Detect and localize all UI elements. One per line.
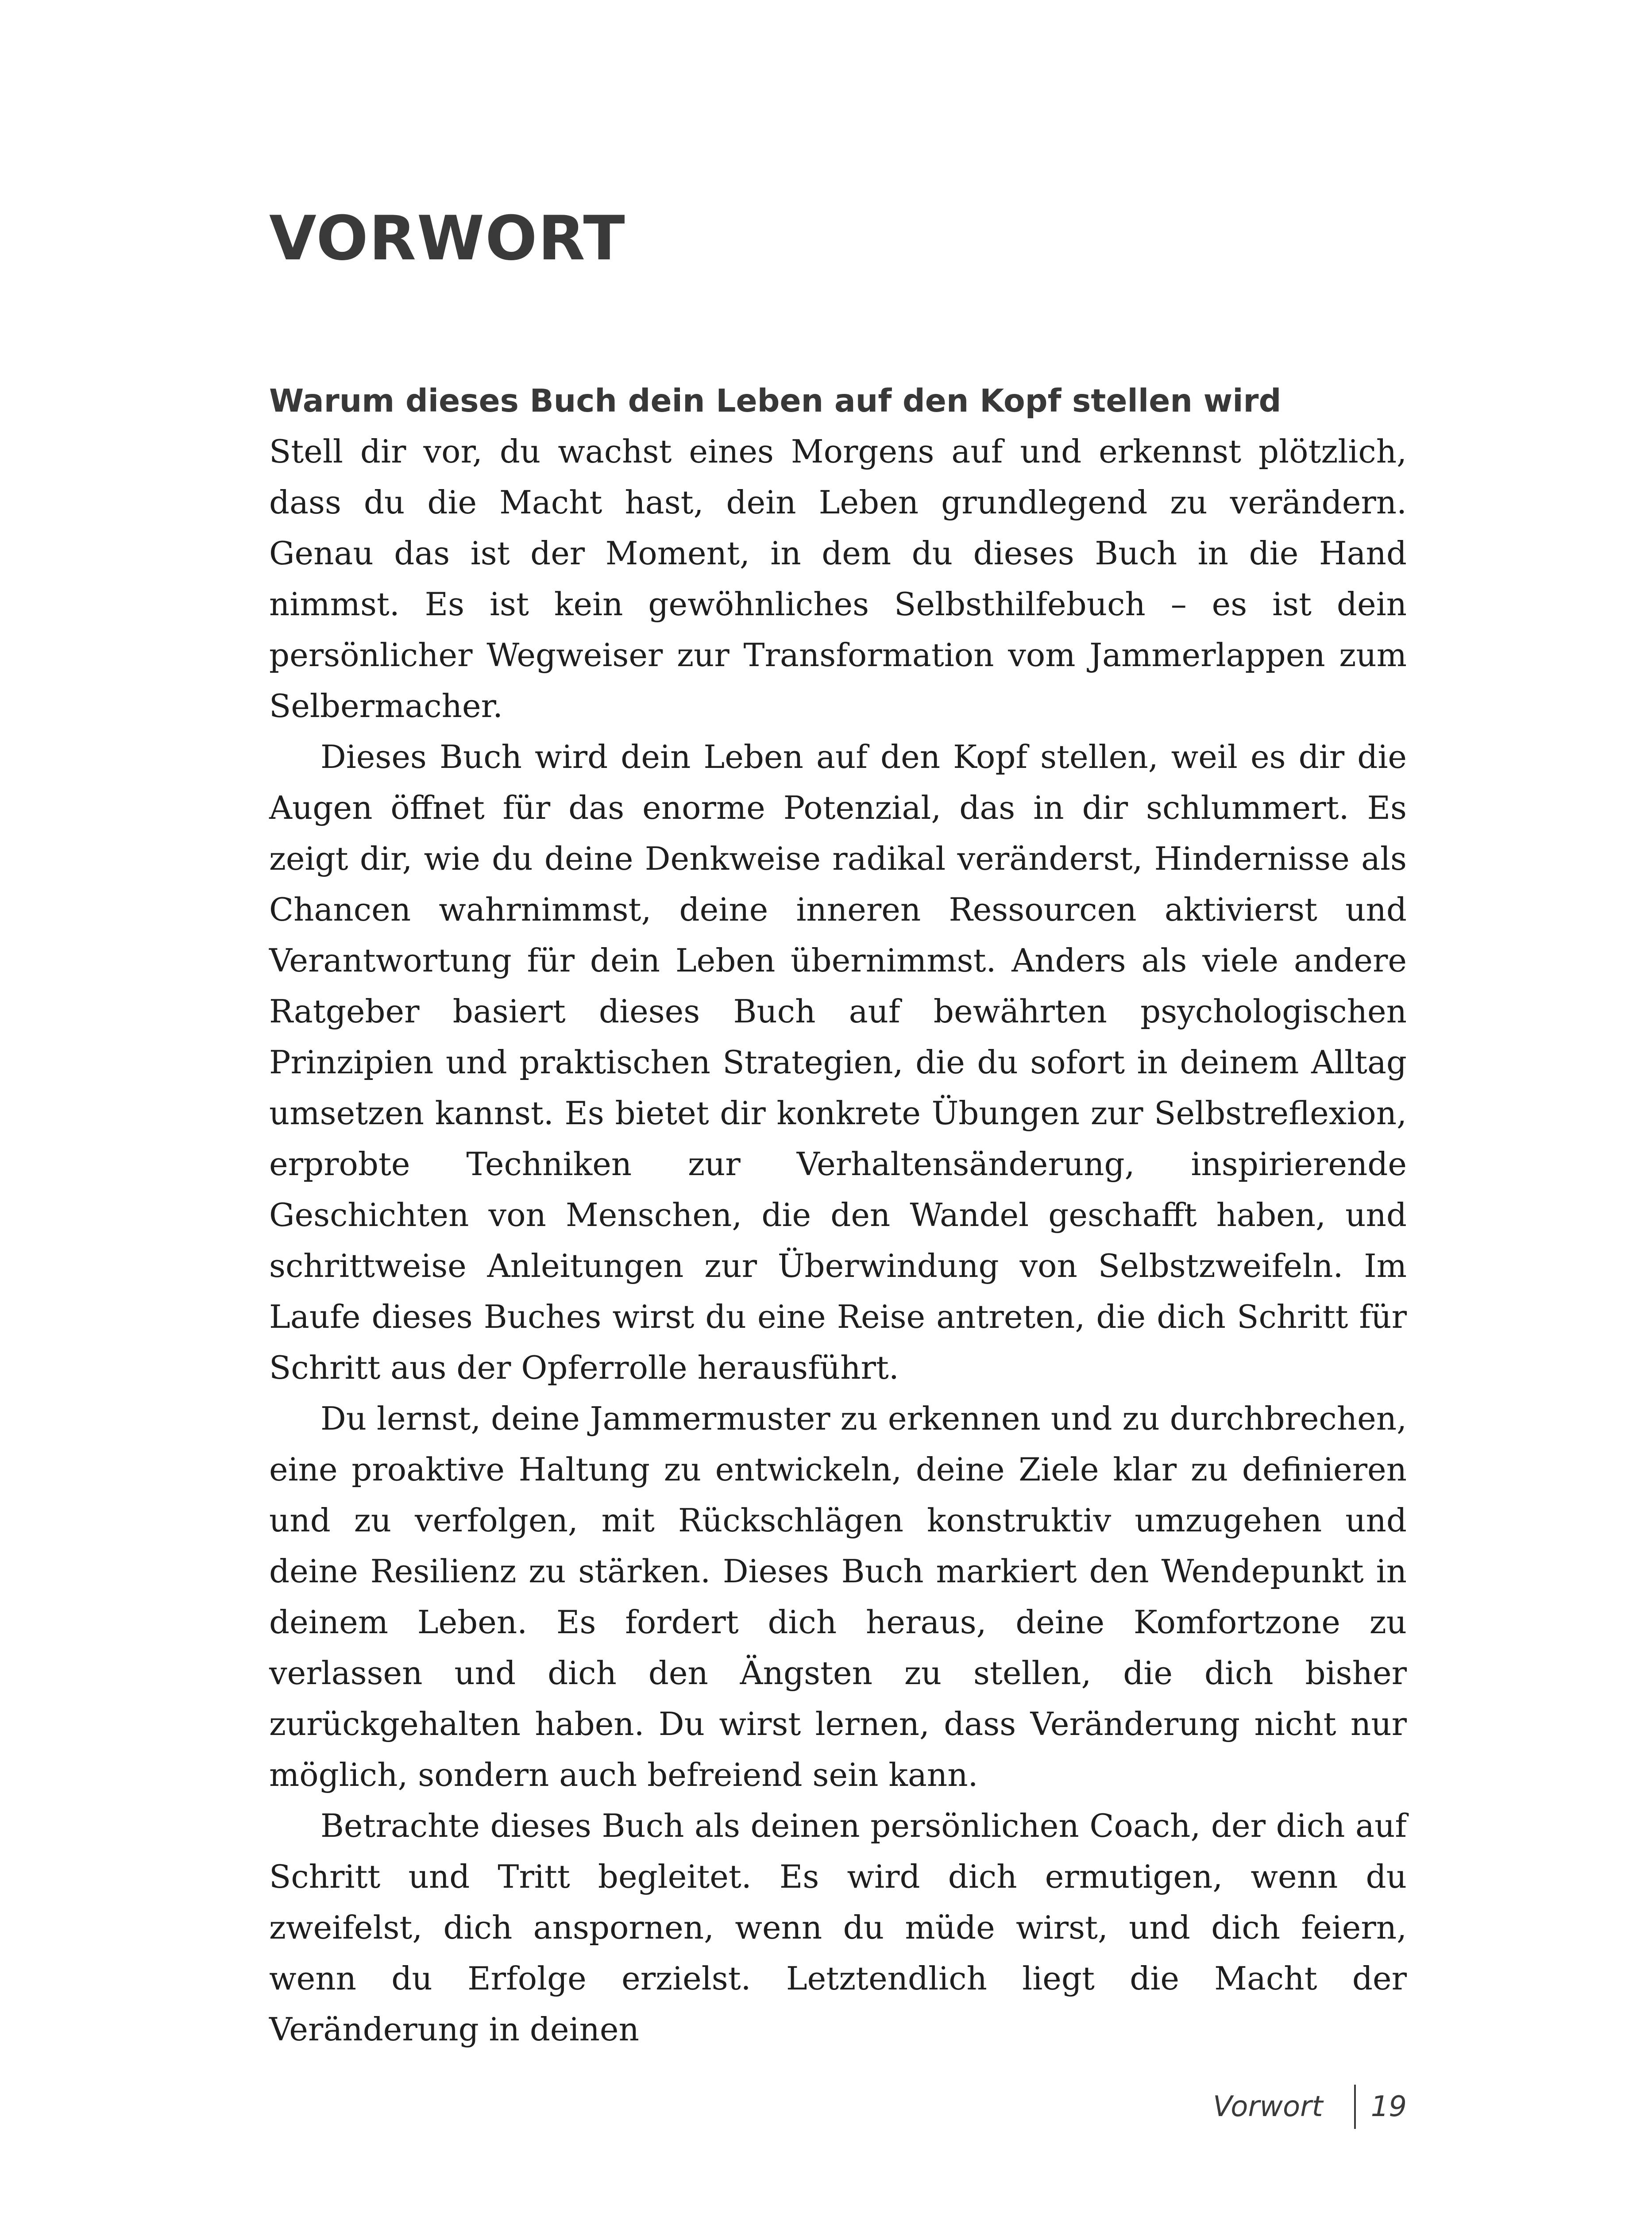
chapter-title: VORWORT [269,203,626,274]
page-number: 19 [1370,2090,1407,2123]
page-footer [1213,2085,1407,2129]
paragraph: Stell dir vor, du wachst eines Morgens auf und erkennst plötzlich, dass du die Macht hast, dein Leben grundlegend zu verändern. Genau das ist der Moment, in dem du dieses Buch in die Hand nimmst. Es ist kein gewöhnliches Selbsthilfebuch – es ist dein persönlicher Wegweiser zur Transformation vom Jammerlappen zum Selbermacher. [269,433,1407,725]
paragraph: Dieses Buch wird dein Leben auf den Kopf stellen, weil es dir die Augen öffnet für das enorme Potenzial, das in dir schlummert. Es zeigt dir, wie du deine Denkweise radikal veränderst, Hindernisse als Chancen wahrnimmst, deine inneren Ressourcen aktivierst und Verantwortung für dein Leben übernimmst. Anders als viele andere Ratgeber basiert dieses Buch auf bewährten psychologischen Prinzipien und praktischen Strategien, die du sofort in deinem Alltag umsetzen kannst. Es bietet dir konkrete Übungen zur Selbstreflexion, erprobte Techniken zur Verhaltensänderung, inspirierende Geschichten von Menschen, die den Wandel geschafft haben, und schrittweise Anleitungen zur Überwindung von Selbstzweifeln. Im Laufe dieses Buches wirst du eine Reise antreten, die dich Schritt für Schritt aus der Opferrolle herausführt. [269,738,1407,1386]
section-heading: Warum dieses Buch dein Leben auf den Kopf stellen wird [269,382,1281,419]
paragraph: Du lernst, deine Jammermuster zu erkennen und zu durchbrechen, eine proaktive Haltung zu entwickeln, deine Ziele klar zu definieren und zu verfolgen, mit Rückschlägen konstruktiv umzugehen und deine Resilienz zu stärken. Dieses Buch markiert den Wendepunkt in deinem Leben. Es fordert dich heraus, deine Komfortzone zu verlassen und dich den Ängsten zu stellen, die dich bisher zurückgehalten haben. Du wirst lernen, dass Veränderung nicht nur möglich, sondern auch befreiend sein kann. [269,1400,1407,1793]
body-text [269,375,1407,2055]
running-title: Vorwort [1213,2090,1323,2123]
paragraph: Betrachte dieses Buch als deinen persönlichen Coach, der dich auf Schritt und Tritt begleitet. Es wird dich ermutigen, wenn du zweifelst, dich anspornen, wenn du müde wirst, und dich feiern, wenn du Erfolge erzielst. Letztendlich liegt die Macht der Veränderung in deinen [269,1807,1407,2048]
footer-divider [1354,2085,1356,2129]
